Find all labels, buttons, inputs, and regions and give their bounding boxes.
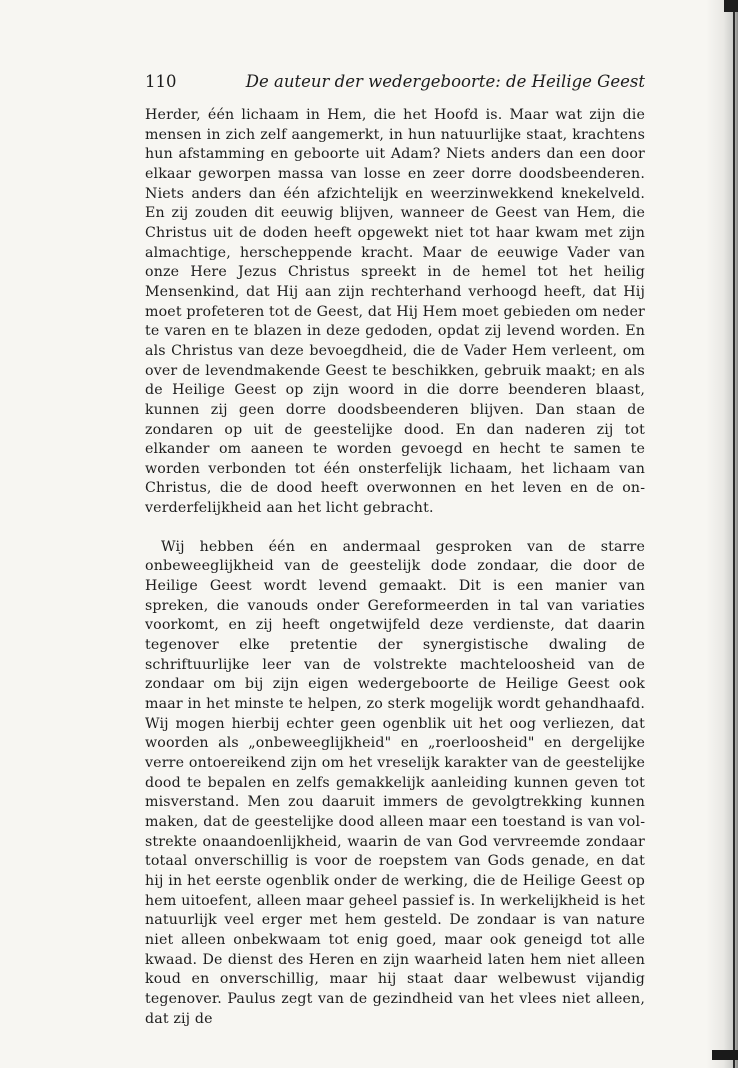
paragraph-2: Wij hebben één en andermaal gesproken van de starre onbeweeglijkheid van de geestelijk dode zondaar, die door de Heilige Geest wordt levend gemaakt. Dit is een manier van spreken, die vanouds onder Gereformeerden in tal van variaties voorkomt, en zij heeft ongetwijfeld deze verdienste, dat daarin tegenover elke pretentie der synergistische dwaling de schriftuurlijke leer van de volstrekte machteloosheid van de zondaar om bij zijn eigen wedergeboorte de Heilige Geest ook maar in het minste te helpen, zo sterk mogelijk wordt gehandhaafd. Wij mogen hierbij echter geen ogenblik uit het oog verliezen, dat woorden als „onbeweeglijkheid" en „roerloosheid" en dergelijke verre ontoereikend zijn om het vreselijk karakter van de geestelijke dood te bepalen en zelfs gemakkelijk aanleiding kunnen geven tot misverstand. Men zou daaruit immers de gevolgtrekking kunnen maken, dat de geestelijke dood alleen maar een toestand is van volstrekte onaandoenlijkheid, waarin de van God vervreemde zondaar totaal onverschillig is voor de roepstem van Gods genade, en dat hij in het eerste ogenblik onder de werking, die de Heilige Geest op hem uitoefent, alleen maar geheel passief is. In werkelijkheid is het natuurlijk veel erger met hem gesteld. De zondaar is van nature niet alleen onbekwaam tot enig goed, maar ook geneigd tot alle kwaad. De dienst des Heren en zijn waarheid laten hem niet alleen koud en onverschillig, maar hij staat daar welbewust vijandig tegenover. Paulus zegt van de gezindheid van het vlees niet alleen, dat zij de [145, 538, 645, 1027]
paragraph-1: Herder, één lichaam in Hem, die het Hoofd is. Maar wat zijn die mensen in zich zelf aangemerkt, in hun natuurlijke staat, krachtens hun afstamming en geboorte uit Adam? Niets anders dan een door elkaar geworpen massa van losse en zeer dorre doodsbeenderen. Niets anders dan één afzichtelijk en weerzinwekkend knekelveld. En zij zouden dit eeuwig blijven, wanneer de Geest van Hem, die Christus uit de doden heeft opgewekt niet tot haar kwam met zijn almachtige, herscheppende kracht. Maar de eeuwige Vader van onze Here Jezus Christus spreekt in de hemel tot het heilig Mensenkind, dat Hij aan zijn rechterhand verhoogd heeft, dat Hij moet profeteren tot de Geest, dat Hij Hem moet gebieden om neder te varen en te blazen in deze gedoden, opdat zij levend worden. En als Christus van deze bevoegdheid, die de Vader Hem verleent, om over de levendmakende Geest te beschikken, gebruik maakt; en als de Heilige Geest op zijn woord in die dorre beenderen blaast, kunnen zij geen dorre doodsbeenderen blijven. Dan staan de zondaren op uit de geestelijke dood. En dan naderen zij tot elkander om aaneen te worden gevoegd en hecht te samen te worden verbonden tot één onsterfelijk lichaam, het lichaam van Christus, die de dood heeft overwonnen en het leven en de onverderfelijkheid aan het licht gebracht. [145, 107, 645, 517]
body-text [145, 106, 645, 1029]
running-title: De auteur der wedergeboorte: de Heilige Geest [245, 72, 645, 91]
page-edge-bottom-mark [712, 1050, 738, 1060]
page-number: 110 [145, 72, 177, 91]
page-edge-top-mark [724, 0, 738, 12]
page-header [145, 70, 645, 94]
page-edge-line [733, 0, 735, 1068]
